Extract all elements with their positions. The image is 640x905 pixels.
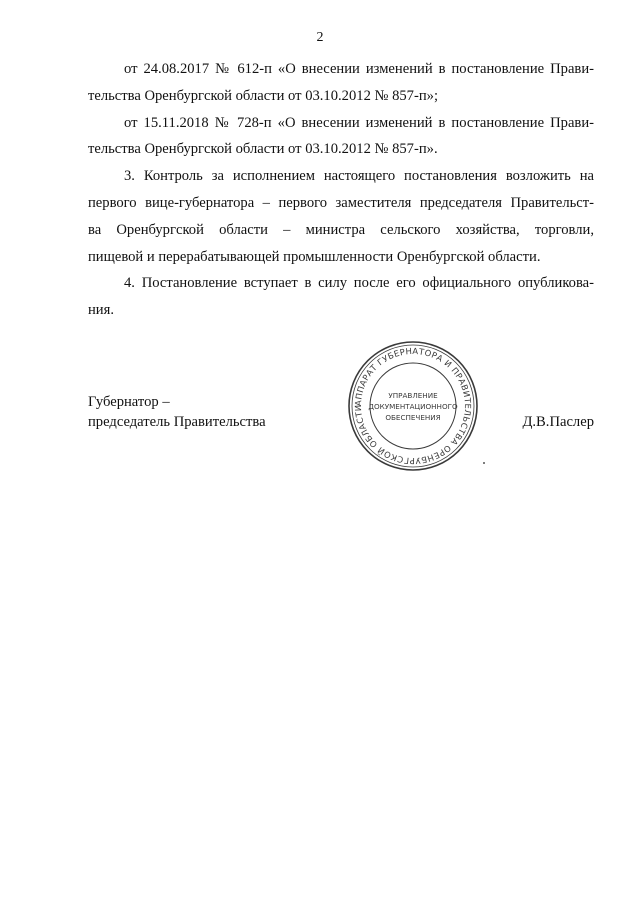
text-line: ва Оренбургской области – министра сельского хозяйства, торговли, <box>88 221 594 238</box>
signatory-name: Д.В.Паслер <box>522 414 594 430</box>
text-line: 4. Постановление вступает в силу после его официального опубликова- <box>124 275 594 292</box>
page-number: 2 <box>316 30 324 45</box>
text-line: тельства Оренбургской области от 03.10.2012 № 857-п»; <box>88 87 438 104</box>
paragraph-control <box>88 163 594 270</box>
paragraph-effective <box>88 270 594 324</box>
paragraph-amendment-1 <box>88 56 594 110</box>
document-body <box>88 56 594 324</box>
text-line: от 15.11.2018 № 728-п «О внесении изменений в постановление Прави- <box>124 114 594 131</box>
text-line: тельства Оренбургской области от 03.10.2012 № 857-п». <box>88 141 438 158</box>
seal-center-line3: ОБЕСПЕЧЕНИЯ <box>385 413 441 422</box>
signatory-title-line2: председатель Правительства <box>88 414 266 430</box>
text-line: пищевой и перерабатывающей промышленности Оренбургской области. <box>88 248 541 265</box>
text-line: первого вице-губернатора – первого заместителя председателя Правительст- <box>88 194 594 211</box>
seal-center-line1: УПРАВЛЕНИЕ <box>388 391 438 400</box>
seal-center-line2: ДОКУМЕНТАЦИОННОГО <box>368 402 458 411</box>
text-line: 3. Контроль за исполнением настоящего постановления возложить на <box>124 168 594 185</box>
paragraph-amendment-2 <box>88 110 594 164</box>
official-seal <box>345 338 481 474</box>
seal-graphic <box>345 338 481 474</box>
text-line: ния. <box>88 302 114 319</box>
text-line: от 24.08.2017 № 612-п «О внесении изменений в постановление Прави- <box>124 61 594 77</box>
signatory-title <box>88 392 266 432</box>
seal-ring-text: АППАРАТ ГУБЕРНАТОРА И ПРАВИТЕЛЬСТВА ОРЕНБУРГСКОЙ ОБЛАСТИ <box>352 345 474 467</box>
signatory-title-line1: Губернатор – <box>88 394 170 410</box>
scan-speck <box>483 462 485 464</box>
